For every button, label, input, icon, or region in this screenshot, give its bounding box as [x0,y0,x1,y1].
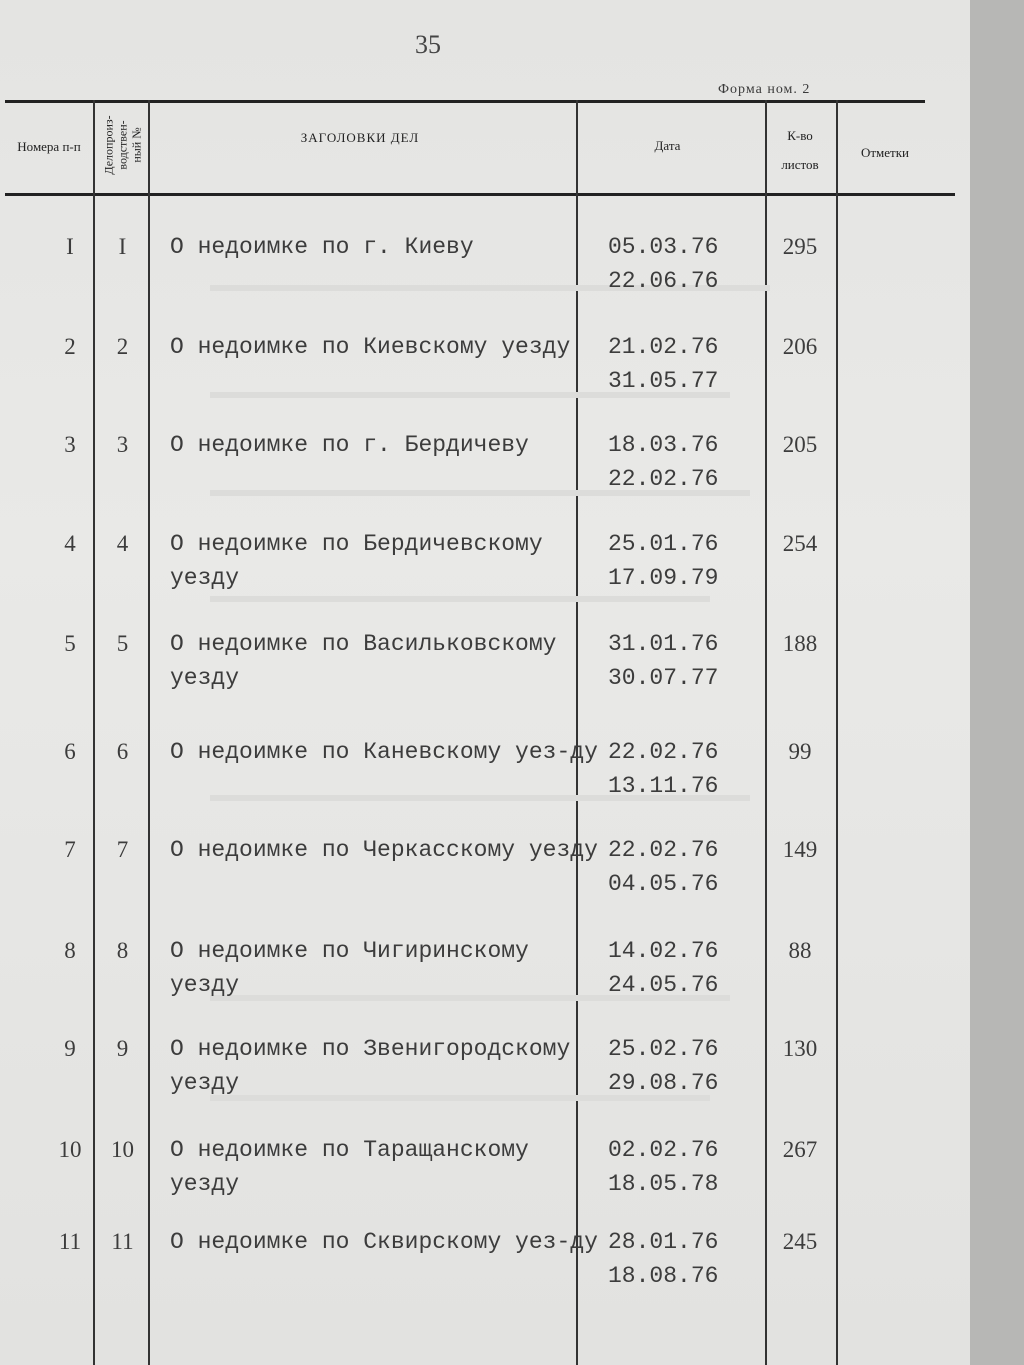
row-date-to: 04.05.76 [608,871,719,897]
row-number: 8 [64,938,76,963]
header-sheets-line2: листов [781,157,819,172]
row-date-to: 29.08.76 [608,1070,719,1096]
row-date-from: 25.02.76 [608,1036,719,1062]
row-number: 3 [64,432,76,457]
row-date-to: 13.11.76 [608,773,719,799]
row-date-from: 31.01.76 [608,631,719,657]
row-number: 10 [58,1137,82,1162]
row-office-number: 5 [116,631,129,656]
row-title: О недоимке по Бердичевскому уезду [170,531,543,591]
row-date-from: 05.03.76 [608,234,719,260]
header-sheets-line1: К-во [787,128,813,143]
page-number: 35 [415,30,441,59]
table-row [0,428,970,528]
row-date-to: 22.02.76 [608,466,719,492]
row-date-from: 21.02.76 [608,334,719,360]
row-sheet-count: 245 [782,1229,818,1254]
header-titles: ЗАГОЛОВКИ ДЕЛ [300,130,420,145]
row-office-number: 2 [116,334,129,359]
header-notes: Отметки [860,145,910,160]
row-sheet-count: 149 [782,837,818,862]
row-date-from: 28.01.76 [608,1229,719,1255]
row-date-from: 14.02.76 [608,938,719,964]
row-title: О недоимке по Черкасскому уезду [170,837,598,863]
row-number: 5 [64,631,76,656]
table-row [0,230,970,330]
row-date-from: 22.02.76 [608,837,719,863]
row-date-to: 18.08.76 [608,1263,719,1289]
row-office-number: 7 [116,837,129,862]
table-row [0,1133,970,1233]
row-date-to: 30.07.77 [608,665,719,691]
row-office-number: I [118,234,127,259]
row-sheet-count: 267 [782,1137,818,1162]
row-office-number: 6 [116,739,129,764]
row-date-from: 18.03.76 [608,432,719,458]
row-sheet-count: 254 [782,531,818,556]
row-office-number: 11 [111,1229,134,1254]
table-row [0,934,970,1034]
row-date-to: 31.05.77 [608,368,719,394]
header-office-num [98,100,148,190]
row-number: I [66,234,74,259]
row-date-to: 17.09.79 [608,565,719,591]
table-row [0,330,970,430]
row-sheet-count: 130 [782,1036,818,1061]
row-number: 9 [64,1036,76,1061]
row-title: О недоимке по г. Киеву [170,234,474,260]
row-title: О недоимке по Сквирскому уез-ду [170,1229,598,1255]
row-date-to: 18.05.78 [608,1171,719,1197]
row-sheet-count: 188 [782,631,818,656]
row-title: О недоимке по Чигиринскому уезду [170,938,529,998]
table-row [0,1225,970,1325]
table-row [0,833,970,933]
table-row [0,627,970,727]
row-date-to: 24.05.76 [608,972,719,998]
row-sheet-count: 206 [782,334,818,359]
row-office-number: 3 [116,432,129,457]
table-row [0,527,970,627]
row-number: 4 [64,531,76,556]
row-date-from: 25.01.76 [608,531,719,557]
row-office-number: 10 [111,1137,134,1162]
header-office-num-text: Делопроиз- водствен- ный № [101,115,143,175]
header-num: Номера п-п [17,139,81,154]
row-office-number: 9 [116,1036,129,1061]
row-date-to: 22.06.76 [608,268,719,294]
row-number: 6 [64,739,76,764]
row-sheet-count: 88 [788,938,812,963]
page-binding-edge [970,0,1024,1365]
row-title: О недоимке по г. Бердичеву [170,432,529,458]
row-office-number: 8 [116,938,129,963]
row-number: 2 [64,334,76,359]
table-row [0,735,970,835]
row-title: О недоимке по Таращанскому уезду [170,1137,529,1197]
row-office-number: 4 [116,531,129,556]
row-title: О недоимке по Звенигородскому уезду [170,1036,571,1096]
row-sheet-count: 205 [782,432,818,457]
row-date-from: 22.02.76 [608,739,719,765]
row-number: 7 [64,837,76,862]
row-sheet-count: 99 [788,739,812,764]
row-number: 11 [58,1229,82,1254]
row-title: О недоимке по Каневскому уез-ду [170,739,598,765]
row-title: О недоимке по Киевскому уезду [170,334,571,360]
header-date: Дата [654,138,681,153]
row-title: О недоимке по Васильковскому уезду [170,631,557,691]
form-label: Форма ном. 2 [718,82,811,97]
row-date-from: 02.02.76 [608,1137,719,1163]
row-sheet-count: 295 [782,234,818,259]
table-row [0,1032,970,1132]
